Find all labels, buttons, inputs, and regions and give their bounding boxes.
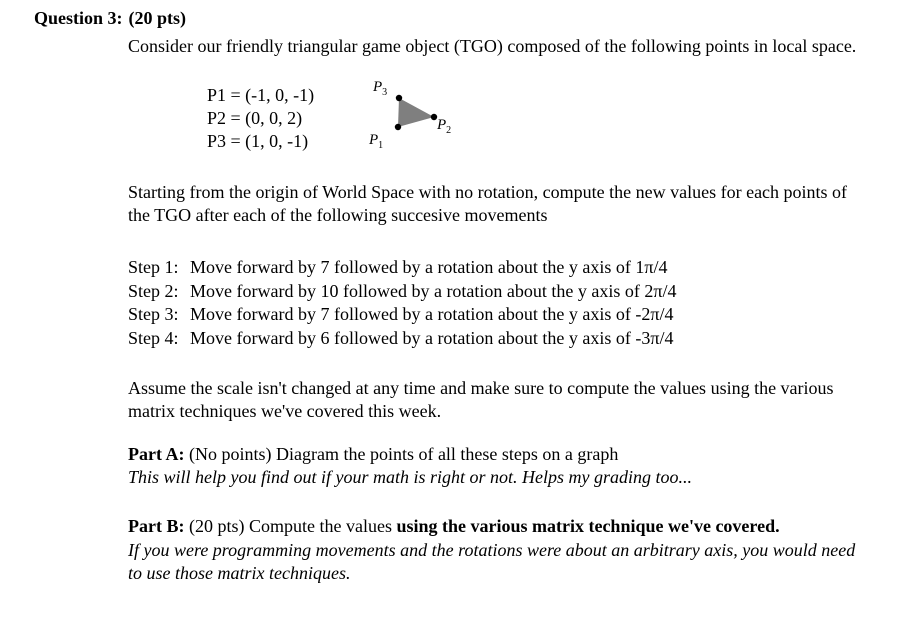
part-a-title: Part A: (128, 444, 185, 464)
vertex-p3-dot (396, 95, 402, 101)
point-p2: P2 = (0, 0, 2) (207, 108, 303, 128)
label-p1: $P_1$ (369, 132, 384, 151)
label-p2: $P_2$ (437, 117, 452, 136)
step-4 (128, 327, 673, 351)
part-b-emphasis: using the various matrix technique we've covered. (396, 516, 780, 536)
part-a-heading (128, 443, 618, 465)
step-2-label: Step 2: (128, 281, 179, 301)
step-3-text: Move forward by 7 followed by a rotation about the y axis of -2π/4 (190, 304, 674, 324)
part-b-text: (20 pts) Compute the values (184, 516, 397, 536)
instructions-line-1: Starting from the origin of World Space with no rotation, compute the new values for each points of (128, 182, 848, 202)
step-1 (128, 256, 667, 280)
triangle-shape (398, 98, 434, 127)
point-p3: P3 = (1, 0, -1) (207, 131, 309, 151)
step-4-text: Move forward by 6 followed by a rotation about the y axis of -3π/4 (190, 328, 674, 348)
part-a-text: (No points) Diagram the points of all these steps on a graph (184, 444, 619, 464)
step-1-label: Step 1: (128, 257, 179, 277)
part-b-heading (128, 515, 780, 537)
part-b-title: Part B: (128, 516, 185, 536)
instructions-line-2: the TGO after each of the following succesive movements (128, 205, 548, 225)
point-p1: P1 = (-1, 0, -1) (207, 85, 315, 105)
intro-text: Consider our friendly triangular game object (TGO) composed of the following points in local space. (128, 36, 857, 56)
step-1-text: Move forward by 7 followed by a rotation about the y axis of 1π/4 (190, 257, 668, 277)
assumption-line-1: Assume the scale isn't changed at any time and make sure to compute the values using the various (128, 378, 834, 398)
step-2-text: Move forward by 10 followed by a rotation about the y axis of 2π/4 (190, 281, 677, 301)
assumption-line-2: matrix techniques we've covered this week. (128, 401, 442, 421)
part-a-note: This will help you find out if your math is right or not. Helps my grading too... (128, 467, 693, 487)
question-title: Question 3: (34, 8, 123, 28)
label-p3: $P_3$ (373, 79, 388, 98)
question-points: (20 pts) (128, 8, 187, 28)
step-2 (128, 280, 676, 304)
part-b-note-line-2: to use those matrix techniques. (128, 563, 351, 583)
step-3 (128, 303, 673, 327)
step-4-label: Step 4: (128, 328, 179, 348)
vertex-p1-dot (395, 124, 401, 130)
step-3-label: Step 3: (128, 304, 179, 324)
part-b-note-line-1: If you were programming movements and the rotations were about an arbitrary axis, you would need (128, 540, 856, 560)
